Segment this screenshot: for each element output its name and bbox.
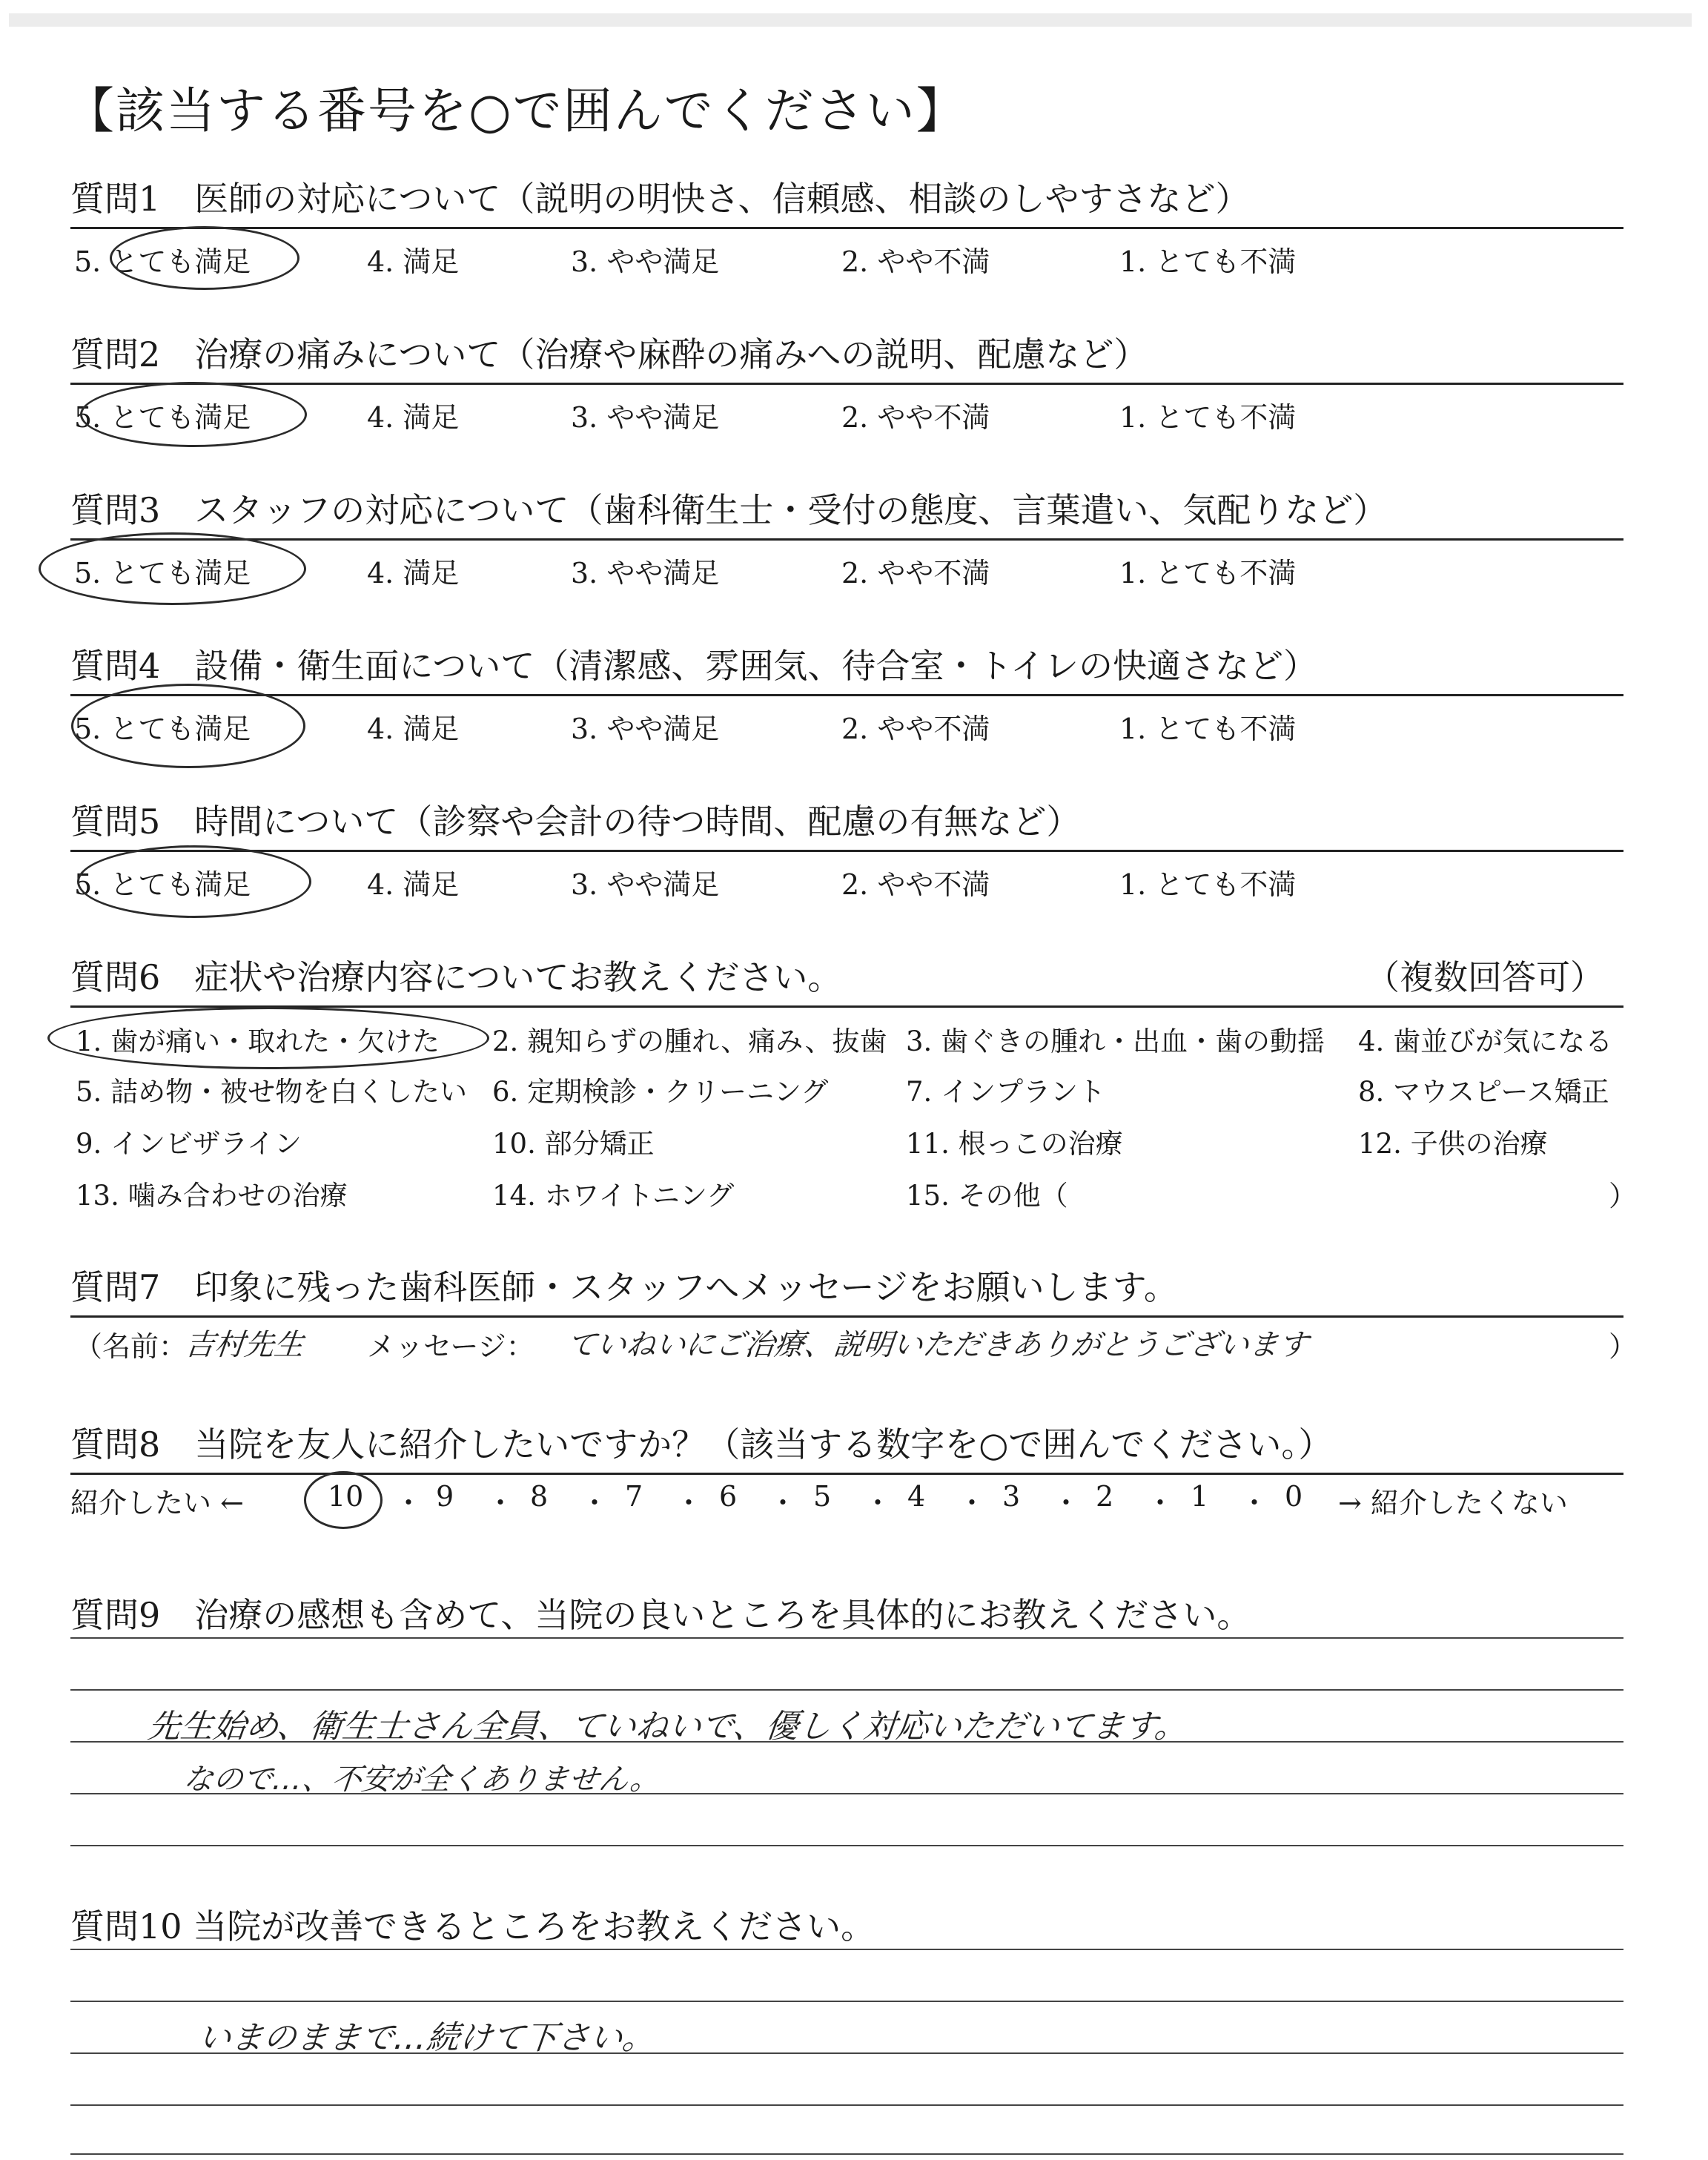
q2-option-5[interactable]: 5. とても満足: [74, 401, 251, 434]
q8-scale-dot: ・: [1146, 1487, 1175, 1519]
q6-other-close-paren: ）: [1609, 1180, 1638, 1212]
question-10-title: 質問10 当院が改善できるところをお教えください。: [70, 1906, 875, 1946]
q4-option-3[interactable]: 3. やや満足: [571, 713, 720, 745]
q6-option-12[interactable]: 12. 子供の治療: [1358, 1128, 1548, 1160]
q5-option-2[interactable]: 2. やや不満: [841, 868, 990, 901]
q8-scale-dot: ・: [394, 1487, 423, 1519]
q4-option-4[interactable]: 4. 満足: [367, 713, 460, 745]
question-7-title: 質問7 印象に残った歯科医師・スタッフへメッセージをお願いします。: [70, 1267, 1178, 1307]
q8-scale-4[interactable]: 4: [907, 1480, 926, 1513]
q8-scale-dot: ・: [580, 1487, 609, 1519]
q8-selection-circle: [304, 1471, 383, 1529]
divider: [70, 850, 1623, 852]
q8-scale-3[interactable]: 3: [1002, 1480, 1021, 1513]
q8-scale-dot: ・: [769, 1487, 798, 1519]
scan-edge: [9, 13, 1692, 27]
q8-scale-8[interactable]: 8: [530, 1480, 549, 1513]
q8-scale-dot: ・: [958, 1487, 987, 1519]
writing-line: [70, 2104, 1623, 2106]
q3-option-5[interactable]: 5. とても満足: [74, 557, 251, 589]
q8-scale-2[interactable]: 2: [1096, 1480, 1114, 1513]
q6-selection-circle: [47, 1007, 489, 1069]
q1-option-1[interactable]: 1. とても不満: [1119, 245, 1297, 278]
q6-option-15[interactable]: 15. その他（: [906, 1180, 1068, 1212]
q5-selection-circle: [77, 845, 311, 918]
q6-option-11[interactable]: 11. 根っこの治療: [906, 1128, 1123, 1160]
q8-left-label: 紹介したい ←: [70, 1487, 244, 1519]
q8-scale-dot: ・: [864, 1487, 893, 1519]
q3-option-1[interactable]: 1. とても不満: [1119, 557, 1297, 589]
question-2-title: 質問2 治療の痛みについて（治療や麻酔の痛みへの説明、配慮など）: [70, 334, 1148, 374]
q6-option-9[interactable]: 9. インビザライン: [76, 1128, 302, 1160]
q2-option-4[interactable]: 4. 満足: [367, 401, 460, 434]
q3-option-4[interactable]: 4. 満足: [367, 557, 460, 589]
q8-scale-7[interactable]: 7: [625, 1480, 643, 1513]
q5-option-5[interactable]: 5. とても満足: [74, 868, 251, 901]
q6-option-1[interactable]: 1. 歯が痛い・取れた・欠けた: [76, 1025, 440, 1057]
q6-option-5[interactable]: 5. 詰め物・被せ物を白くしたい: [76, 1076, 468, 1108]
q1-option-5[interactable]: 5. とても満足: [74, 245, 251, 278]
q3-option-3[interactable]: 3. やや満足: [571, 557, 720, 589]
q4-selection-circle: [71, 684, 305, 768]
q6-option-13[interactable]: 13. 噛み合わせの治療: [76, 1180, 348, 1212]
divider: [70, 1315, 1623, 1318]
divider: [70, 694, 1623, 696]
q1-selection-circle: [110, 226, 299, 290]
q8-scale-dot: ・: [486, 1487, 515, 1519]
q9-answer-line-2[interactable]: なので…、不安が全くありません。: [182, 1763, 662, 1797]
q5-option-1[interactable]: 1. とても不満: [1119, 868, 1297, 901]
q6-option-7[interactable]: 7. インプラント: [906, 1076, 1106, 1108]
q8-scale-dot: ・: [675, 1487, 704, 1519]
q6-option-3[interactable]: 3. 歯ぐきの腫れ・出血・歯の動揺: [906, 1025, 1325, 1057]
question-6-title: 質問6 症状や治療内容についてお教えください。: [70, 957, 842, 997]
q8-scale-1[interactable]: 1: [1191, 1480, 1209, 1513]
q6-option-10[interactable]: 10. 部分矯正: [492, 1128, 655, 1160]
writing-line: [70, 2153, 1623, 2155]
question-5-title: 質問5 時間について（診察や会計の待つ時間、配慮の有無など）: [70, 802, 1081, 842]
q8-right-label: → 紹介したくない: [1338, 1487, 1568, 1519]
q6-option-2[interactable]: 2. 親知らずの腫れ、痛み、抜歯: [492, 1025, 887, 1057]
writing-line: [70, 1689, 1623, 1691]
writing-line: [70, 2001, 1623, 2002]
question-3-title: 質問3 スタッフの対応について（歯科衛生士・受付の態度、言葉遣い、気配りなど）: [70, 490, 1388, 530]
q8-scale-5[interactable]: 5: [813, 1480, 832, 1513]
question-4-title: 質問4 設備・衛生面について（清潔感、雰囲気、待合室・トイレの快適さなど）: [70, 646, 1318, 686]
q1-option-3[interactable]: 3. やや満足: [571, 245, 720, 278]
writing-line: [70, 1845, 1623, 1846]
divider: [70, 538, 1623, 541]
divider: [70, 227, 1623, 229]
q7-message-value[interactable]: ていねいにご治療、説明いただきありがとうございます: [565, 1328, 1311, 1362]
q2-selection-circle: [80, 382, 307, 447]
q6-option-6[interactable]: 6. 定期検診・クリーニング: [492, 1076, 829, 1108]
q7-message-label: メッセージ：: [367, 1330, 534, 1363]
q8-scale-9[interactable]: 9: [436, 1480, 454, 1513]
q3-selection-circle: [39, 532, 306, 605]
q9-answer-line-1[interactable]: 先生始め、衛生士さん全員、ていねいで、優しく対応いただいてます。: [145, 1708, 1190, 1745]
q4-option-5[interactable]: 5. とても満足: [74, 713, 251, 745]
q6-option-4[interactable]: 4. 歯並びが気になる: [1358, 1025, 1613, 1057]
divider: [70, 383, 1623, 385]
divider: [70, 1473, 1623, 1475]
writing-line: [70, 1949, 1623, 1950]
q1-option-4[interactable]: 4. 満足: [367, 245, 460, 278]
page-title: 【該当する番号を○で囲んでください】: [65, 82, 967, 139]
q8-scale-dot: ・: [1052, 1487, 1081, 1519]
q1-option-2[interactable]: 2. やや不満: [841, 245, 990, 278]
question-6-note: （複数回答可）: [1366, 957, 1604, 997]
q8-scale-0[interactable]: 0: [1285, 1480, 1303, 1513]
q7-name-value[interactable]: 吉村先生: [183, 1328, 306, 1362]
q8-scale-dot: ・: [1240, 1487, 1269, 1519]
q6-option-8[interactable]: 8. マウスピース矯正: [1358, 1076, 1609, 1108]
writing-line: [70, 1637, 1623, 1639]
q3-option-2[interactable]: 2. やや不満: [841, 557, 990, 589]
question-1-title: 質問1 医師の対応について（説明の明快さ、信頼感、相談のしやすさなど）: [70, 179, 1250, 219]
q5-option-4[interactable]: 4. 満足: [367, 868, 460, 901]
q2-option-2[interactable]: 2. やや不満: [841, 401, 990, 434]
q8-scale-10[interactable]: 10: [328, 1480, 364, 1513]
q7-close-paren: ）: [1609, 1330, 1638, 1363]
q6-option-14[interactable]: 14. ホワイトニング: [492, 1180, 735, 1212]
q5-option-3[interactable]: 3. やや満足: [571, 868, 720, 901]
question-8-title: 質問8 当院を友人に紹介したいですか？（該当する数字を○で囲んでください。）: [70, 1424, 1333, 1464]
q10-answer-line-1[interactable]: いまのままで…続けて下さい。: [196, 2019, 658, 2057]
question-9-title: 質問9 治療の感想も含めて、当院の良いところを具体的にお教えください。: [70, 1595, 1251, 1635]
q4-option-1[interactable]: 1. とても不満: [1119, 713, 1297, 745]
q4-option-2[interactable]: 2. やや不満: [841, 713, 990, 745]
q2-option-1[interactable]: 1. とても不満: [1119, 401, 1297, 434]
q2-option-3[interactable]: 3. やや満足: [571, 401, 720, 434]
q8-scale-6[interactable]: 6: [719, 1480, 738, 1513]
q7-name-label: （名前：: [74, 1330, 188, 1363]
